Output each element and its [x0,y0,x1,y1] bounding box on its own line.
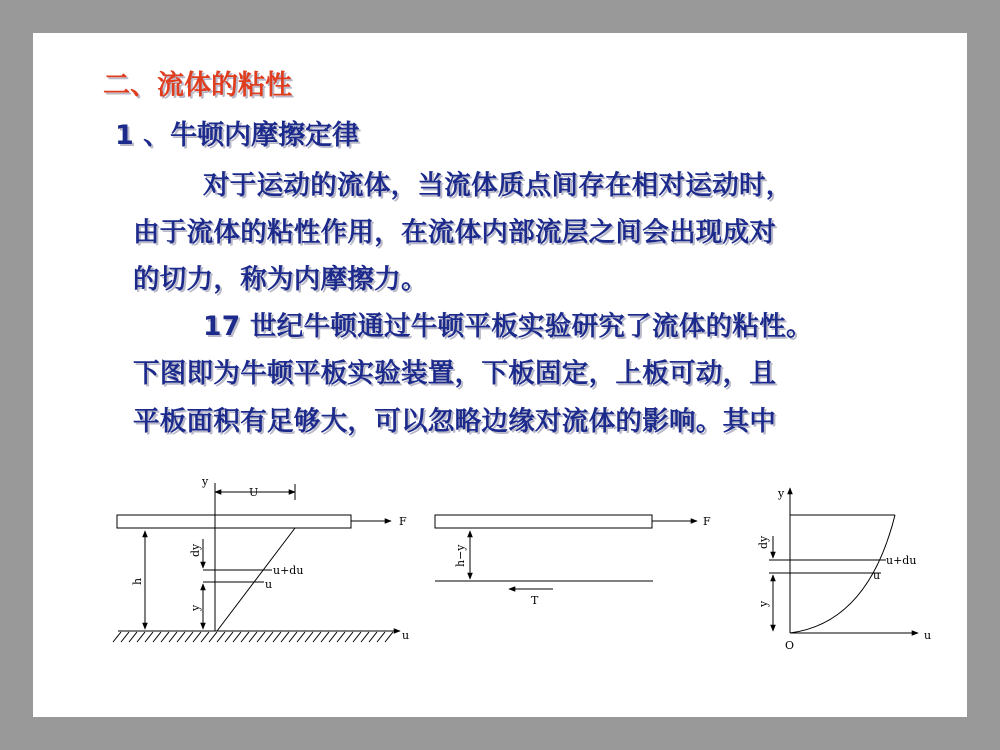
slide [33,33,967,717]
d3-origin-label: O [785,639,795,652]
d1-h-label: h [131,577,144,585]
paragraph1-line3: 的切力，称为内摩擦力。 [133,264,428,295]
d1-ydim-label: y [189,604,202,611]
d1-u-axis-label: u [402,629,410,642]
d3-dy-label: dy [757,535,770,549]
paragraph1-line1: 对于运动的流体，当流体质点间存在相对运动时， [203,170,793,201]
d1-U-label: U [249,486,259,499]
moving-plate-2 [435,515,652,528]
d1-udu-label: u+du [273,564,304,577]
d2-F-label: F [703,515,711,528]
d3-u-label: u [873,569,881,582]
d1-F-label: F [399,515,407,528]
d3-u-axis-label: u [924,629,932,642]
d3-udu-label: u+du [886,554,917,567]
d1-u-label: u [265,578,273,591]
d3-ydim-label: y [757,600,770,607]
section-heading: 二、流体的粘性 [103,70,292,101]
d2-hy-label: h−y [454,544,467,567]
subsection-heading: 1 、牛顿内摩擦定律 [115,120,360,151]
fixed-wall-hatching [113,632,393,642]
d1-dy-label: dy [189,543,202,557]
paragraph2-line3: 平板面积有足够大，可以忽略边缘对流体的影响。其中 [133,406,777,437]
paragraph2-line2: 下图即为牛顿平板实验装置，下板固定，上板可动，且 [133,358,777,389]
d3-y-label: y [778,487,785,500]
paragraph1-line2: 由于流体的粘性作用，在流体内部流层之间会出现成对 [133,217,777,248]
velocity-profile [217,528,295,631]
d1-y-label: y [202,475,209,488]
diagram-plate-velocity [113,483,400,642]
newton-plate-diagrams [33,33,967,717]
paragraph2-line1: 17 世纪牛顿通过牛顿平板实验研究了流体的粘性。 [203,311,813,342]
d2-T-label: T [531,594,539,607]
moving-plate [117,515,351,528]
diagram-plate-shear [435,515,697,589]
